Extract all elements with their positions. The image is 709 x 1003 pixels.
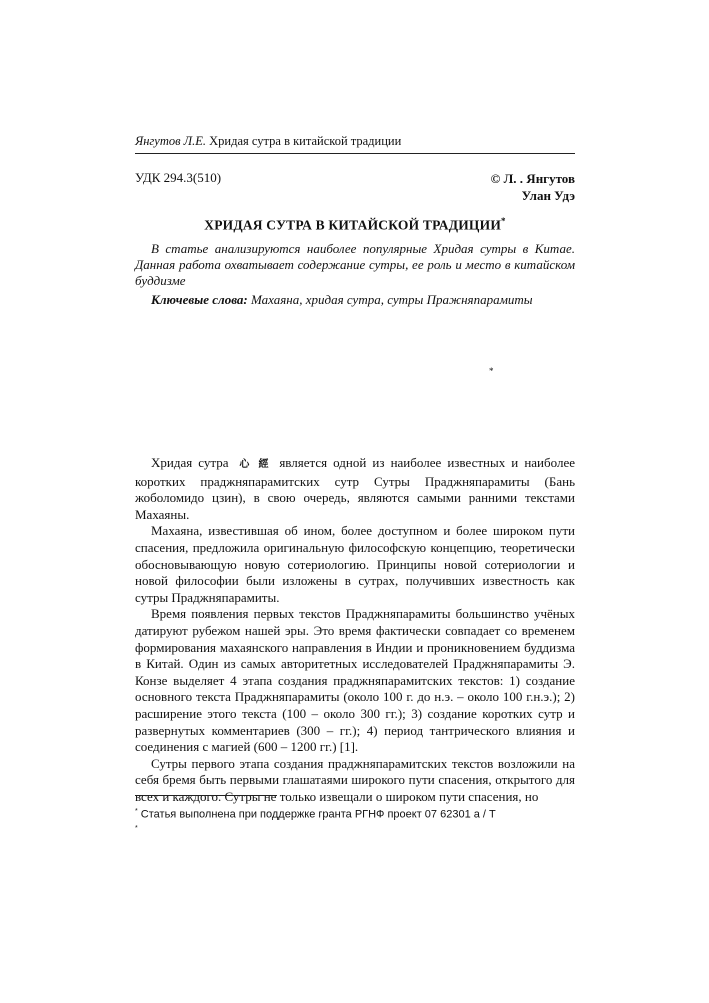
keywords-text: Махаяна, хридая сутра, сутры Пражняпарамиты [251, 292, 533, 307]
body-text [135, 455, 575, 805]
paragraph: Сутры первого этапа создания праджняпарамитских текстов возложили на себя бремя быть первыми глашатаями широкого пути спасения, открытого для всех и каждого. Сутры не только извещали о широком пути спасения, но [135, 755, 575, 804]
footnote-item [135, 805, 575, 822]
stray-asterisk: * [489, 366, 494, 376]
copyright-block [491, 170, 575, 204]
copyright-author: © Л. . Янгутов [490, 171, 575, 186]
footnote-divider [135, 795, 277, 796]
footnote-mark: * [135, 808, 138, 815]
footnote-text: Статья выполнена при поддержке гранта РГНФ проект 07 62301 а / Т [140, 808, 496, 821]
paragraph-start: Хридая сутра [151, 455, 229, 470]
abstract-text: В статье анализируются наиболее популярные Хридая сутры в Китае. Данная работа охватывает содержание сутры, ее роль и место в китайском буддизме [135, 241, 575, 288]
paragraph: Время появления первых текстов Праджняпарамиты большинство учёных датируют рубежом нашей эры. Это время фактически совпадает со временем формирования махаянского направления в Индии и проникновением буддизма в Китай. Один из самых авторитетных исследователей Праджняпарамиты Э. Конзе выделяет 4 этапа создания праджняпарамитских текстов: 1) создание основного текста Праджняпарамиты (около 100 г. до н.э. – около 100 г.н.э.); 2) расширение этого текста (100 – около 300 гг.); 3) создание коротких сутр и развернутых комментариев (300 – гг.); 4) период тантрического влияния и соединения с магией (600 – 1200 гг.) [1]. [135, 606, 575, 755]
keywords-label: Ключевые слова: [151, 292, 248, 307]
paragraph: Махаяна, известившая об ином, более доступном и более широком пути спасения, предложила оригинальную философскую концепцию, теоретически обосновывающую новую сотериологию. Принципы новой сотериологии и новой философии были изложены в сутрах, получивших известность как сутры Праджняпарамиты. [135, 523, 575, 605]
article-title-text: ХРИДАЯ СУТРА В КИТАЙСКОЙ ТРАДИЦИИ [204, 217, 502, 233]
title-footnote-mark: * [501, 216, 506, 226]
running-head-author: Янгутов Л.Е. [135, 134, 207, 148]
copyright-city: Улан Удэ [521, 188, 575, 203]
footnotes [135, 805, 575, 838]
udc-code: УДК 294.3(510) [135, 170, 222, 185]
paragraph-rest: является одной из наиболее известных и наиболее коротких праджняпарамитских сутр Сутры Праджняпарамиты (Бань жоболомидо цзин), в свою очередь, являются самыми ранними текстами Махаяны. [135, 455, 575, 522]
running-head-title: Хридая сутра в китайской традиции [209, 134, 402, 148]
cjk-characters: 心 經 [236, 459, 272, 470]
paragraph [135, 455, 575, 523]
footnote-mark: * [135, 824, 138, 832]
abstract [135, 241, 575, 289]
running-head [135, 134, 575, 154]
footnote-item [135, 822, 575, 839]
article-title [135, 216, 575, 234]
keywords [135, 292, 575, 308]
